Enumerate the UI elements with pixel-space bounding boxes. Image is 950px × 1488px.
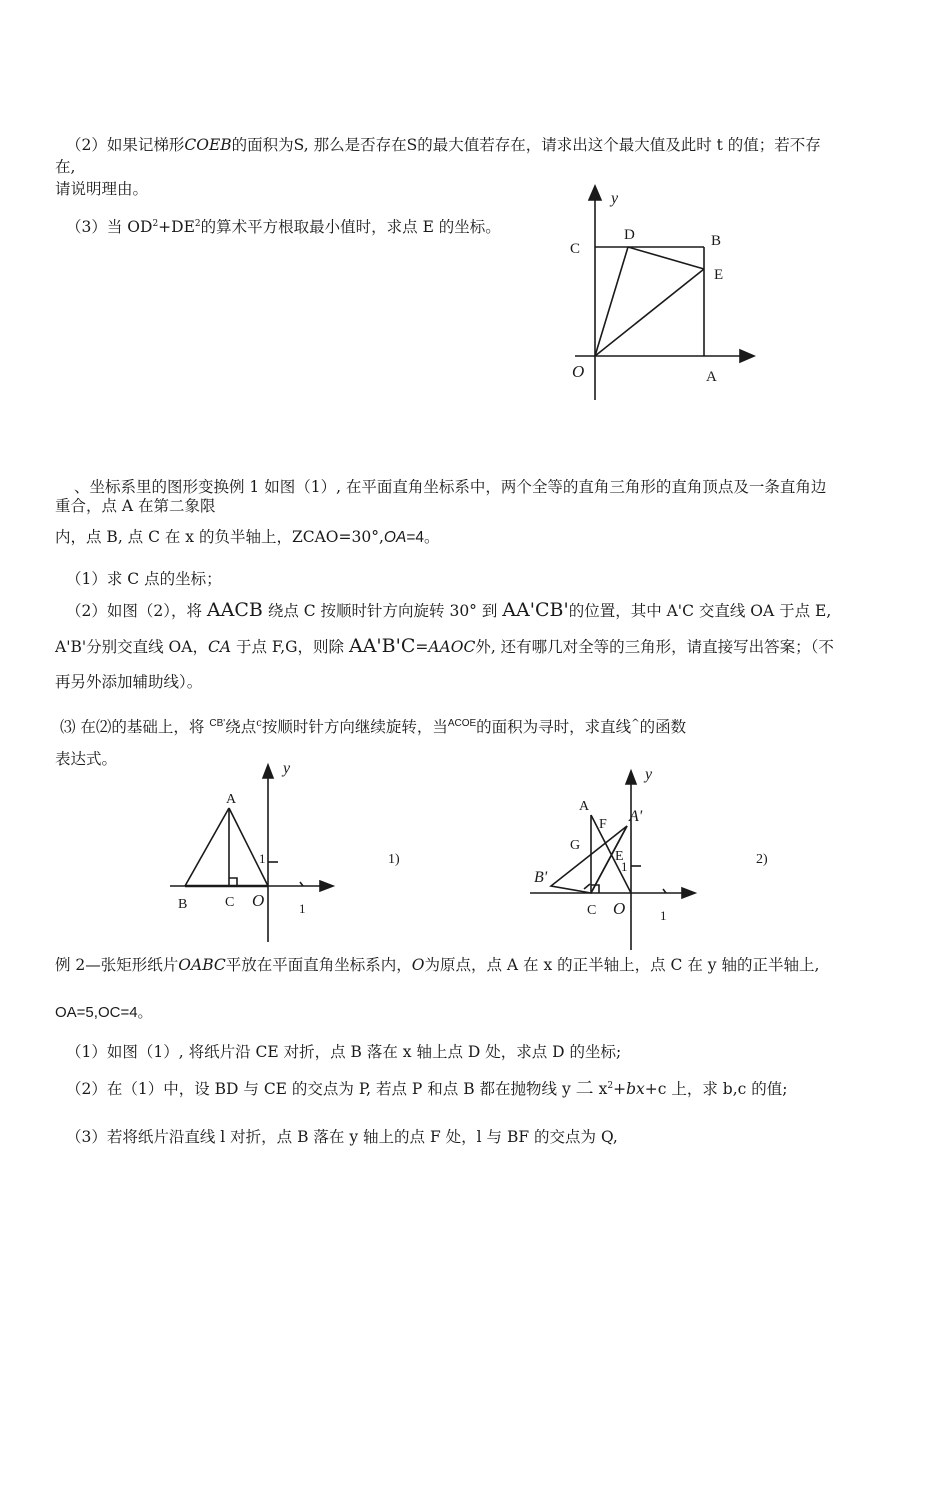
part1-q2-line: （2）如果记梯形COEB的面积为S, 那么是否存在S的最大值若存在，请求出这个最大值及此时 t 的值；若不存 [66,136,821,154]
fig2-label-a-prime: A' [629,808,643,825]
label-b: B [711,233,722,249]
fig2-label-one-y: 1 [621,859,628,874]
fig2-label-one-x: 1 [660,908,667,923]
fig2-label-a: A [579,799,590,814]
section2-q3-line1: ⑶ 在⑵的基础上，将 $^{CB'}$绕点$^c$按顺时针方向继续旋转，当$^{ACOE}$的面积为寻时，求直线^的函数 [60,717,687,736]
fig1-caption: 1) [388,852,400,867]
fig1-label-one-y: 1 [259,851,266,866]
section2-intro-c: 内，点 B, 点 C 在 x 的负半轴上，ZCAO=30°,OA=4。 [55,528,440,546]
fig2-x-arrow [682,888,695,898]
part1-q2-cont2: 请说明理由。 [55,180,149,198]
example2-line2: OA=5,OC=4。 [55,1004,153,1021]
section2-q1: （1）求 C 点的坐标； [66,570,222,588]
section2-q2-line1: （2）如图（2），将 AACB 绕点 C 按顺时针方向旋转 30° 到 AA'CB'的位置，其中 A'C 交直线 OA 于点 E, [66,599,832,621]
fig2-label-f: F [599,817,607,832]
example2-q3: （3）若将纸片沿直线 l 对折，点 B 落在 y 轴上的点 F 处，l 与 BF 的交点为 Q, [66,1128,618,1146]
fig2-label-c: C [587,903,597,918]
fig1-label-a: A [226,792,237,807]
trapezoid-name: COEB [184,136,232,154]
fig2-right-angle-prime [584,884,590,889]
label-a: A [706,369,717,385]
fig2-label-b-prime: B' [534,869,548,886]
section2-q2-line2: A'B'分别交直线 OA，CA 于点 F,G，则除 AA'B'C=AAOC外, 还有哪几对全等的三角形，请直接写出答案；（不 [55,635,834,657]
fig2-label-o: O [613,899,626,918]
section2-q3-line2: 表达式。 [55,750,118,768]
label-o: O [572,362,585,381]
fig1-label-b: B [178,897,188,912]
fig1-label-c: C [225,895,235,910]
section2-intro-a: 、坐标系里的图形变换例 1 如图（1）, 在平面直角坐标系中，两个全等的直角三角形的直角顶点及一条直角边 [74,478,827,496]
fig2-label-g: G [570,838,581,853]
fig1-label-one-x: 1 [299,901,306,916]
label-d: D [624,227,635,243]
fig2-label-y: y [645,766,653,783]
label-c: C [570,241,581,257]
fig1-label-y: y [283,760,291,777]
part1-q3-line: （3）当 $OD^2+DE^2$的算术平方根取最小值时，求点 E 的坐标。 [66,218,501,236]
section2-q2-line3: 再另外添加辅助线）。 [55,673,203,691]
label-y: y [611,190,619,207]
example2-q2: （2）在（1）中，设 BD 与 CE 的交点为 P, 若点 P 和点 B 都在抛物线 y 二 $x^2+bx+c$ 上，求 b,c 的值; [66,1078,788,1099]
fig1-label-o: O [252,891,265,910]
example2-q1: （1）如图（1）, 将纸片沿 CE 对折，点 B 落在 x 轴上点 D 处，求点 D 的坐标; [66,1043,622,1061]
fig2-y-arrow [626,771,636,784]
fig2-label-e: E [615,849,624,864]
label-e: E [714,267,724,283]
example2-line1: 例 2—张矩形纸片OABC平放在平面直角坐标系内，O为原点，点 A 在 x 的正半轴上，点 C 在 y 轴的正半轴上, [55,956,820,974]
part1-q2-cont: 在, [55,158,76,176]
section2-intro-b: 重合，点 A 在第二象限 [55,497,216,515]
fig2-caption: 2) [756,852,768,867]
